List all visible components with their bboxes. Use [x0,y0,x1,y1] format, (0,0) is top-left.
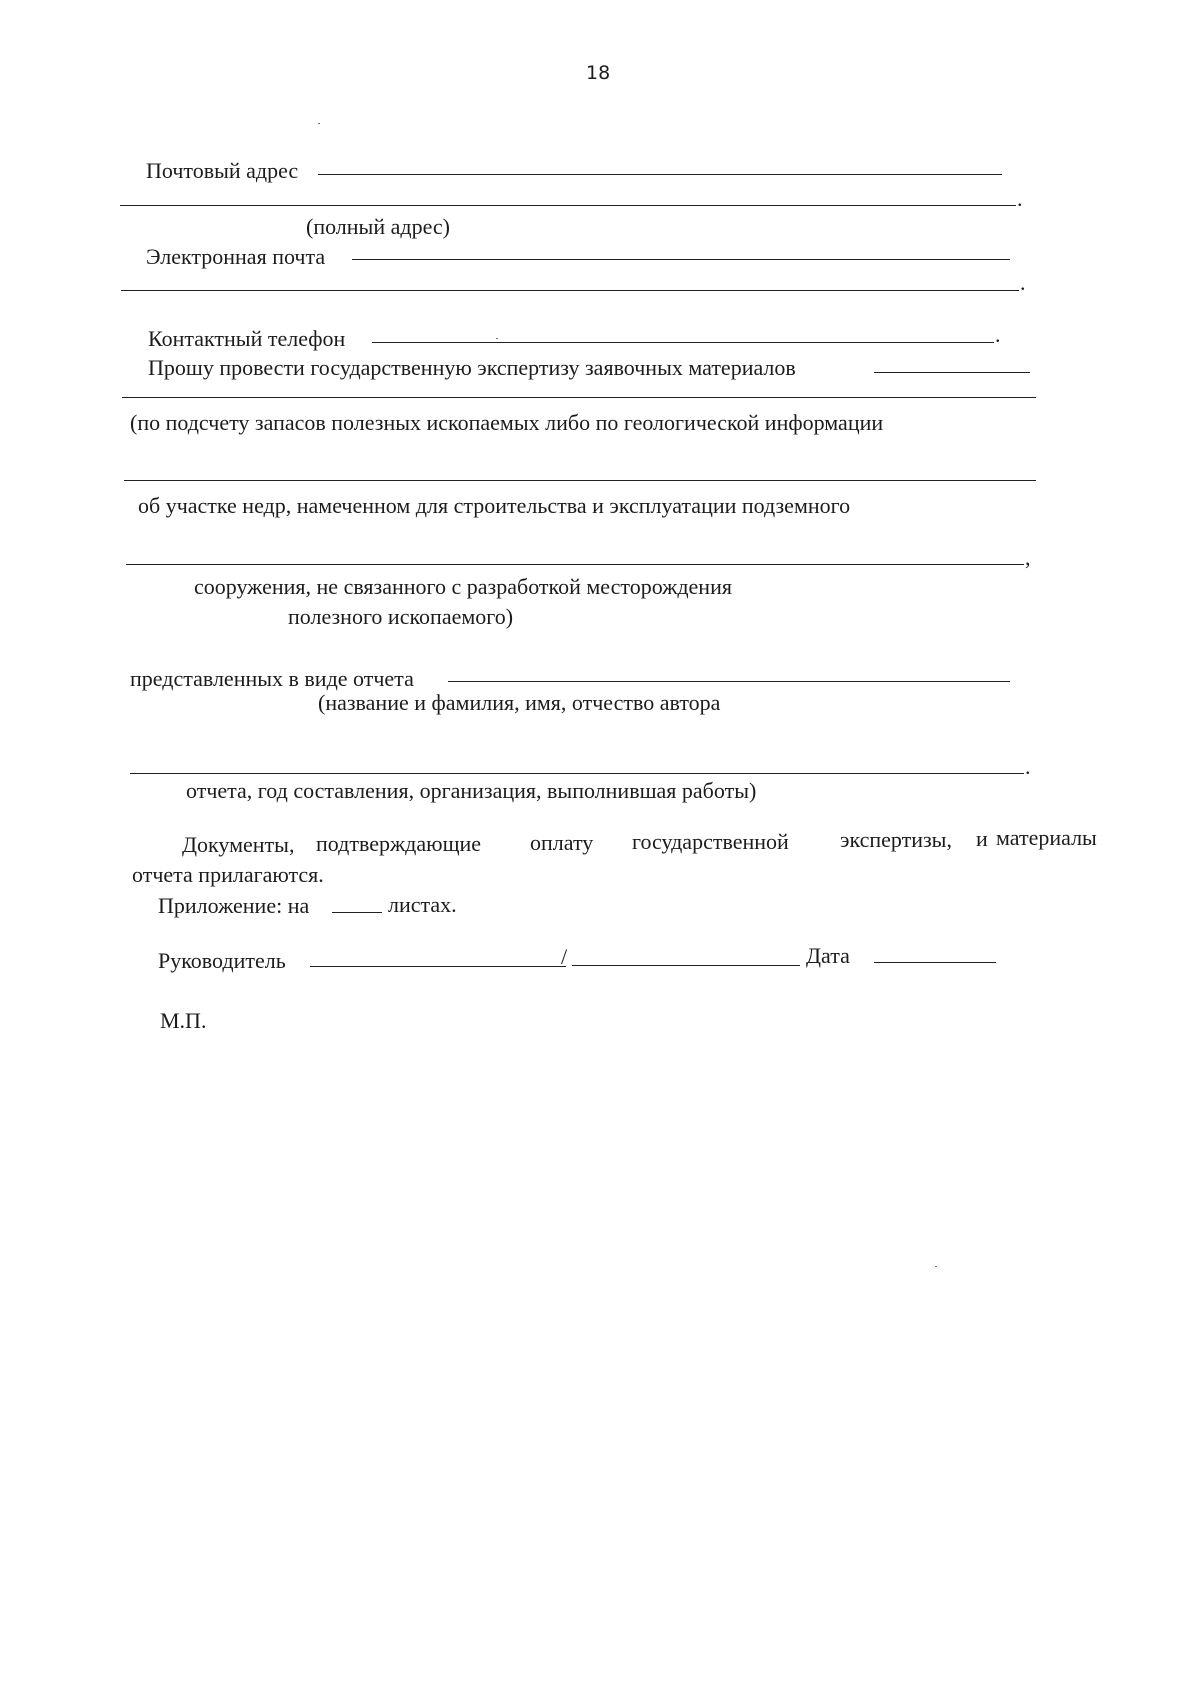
scan-speck [935,1266,937,1267]
request-field-line4[interactable] [126,564,1024,565]
email-field-line2[interactable] [121,290,1019,291]
documents-word: оплату [530,830,594,855]
period-mark: . [1025,754,1031,779]
postal-address-field[interactable] [318,174,1002,175]
documents-word: подтверждающие [316,831,482,856]
attachment-suffix: листах. [388,892,457,917]
head-label: Руководитель [158,948,286,973]
period-mark: . [1017,186,1023,211]
period-mark: . [995,322,1001,347]
documents-line2: отчета прилагаются. [132,862,324,887]
report-label: представленных в виде отчета [130,666,414,691]
date-label: Дата [806,943,850,968]
attachment-prefix: Приложение: на [158,893,310,918]
report-field-line2[interactable] [130,773,1024,774]
documents-word: и [976,826,988,851]
email-label: Электронная почта [146,244,326,269]
request-hint-line1: (по подсчету запасов полезных ископаемых либо по геологической информации [130,410,884,435]
email-field[interactable] [352,259,1010,260]
attachment-sheets-field[interactable] [332,912,382,913]
report-hint-line1: (название и фамилия, имя, отчество автора [318,690,721,715]
report-hint-line2: отчета, год составления, организация, выполнившая работы) [186,778,757,803]
report-field[interactable] [448,681,1010,682]
head-signature-field[interactable] [310,966,566,967]
documents-word: государственной [632,829,789,854]
postal-address-field-line2[interactable] [120,205,1016,206]
request-hint-line4: полезного ископаемого) [288,604,514,629]
date-field[interactable] [874,962,996,963]
period-mark: . [1020,270,1026,295]
signature-slash: / [561,944,568,969]
postal-address-hint: (полный адрес) [306,214,450,239]
head-name-field[interactable] [572,965,800,966]
phone-field[interactable] [372,342,994,343]
scan-speck [318,123,320,124]
stamp-placeholder: М.П. [160,1008,207,1033]
request-label: Прошу провести государственную экспертизу заявочных материалов [148,355,796,380]
request-field-line2[interactable] [122,397,1036,398]
request-field[interactable] [874,372,1030,373]
scan-speck [496,338,498,339]
request-hint-line3: сооружения, не связанного с разработкой месторождения [194,574,732,599]
request-field-line3[interactable] [124,480,1036,481]
page-number: 18 [586,62,611,84]
postal-address-label: Почтовый адрес [146,158,299,183]
documents-word: экспертизы, [840,827,952,852]
documents-word: материалы [996,825,1097,850]
request-hint-line2: об участке недр, намеченном для строительства и эксплуатации подземного [138,493,851,518]
comma-mark: , [1025,545,1031,570]
phone-label: Контактный телефон [148,326,346,351]
documents-word: Документы, [182,832,295,857]
